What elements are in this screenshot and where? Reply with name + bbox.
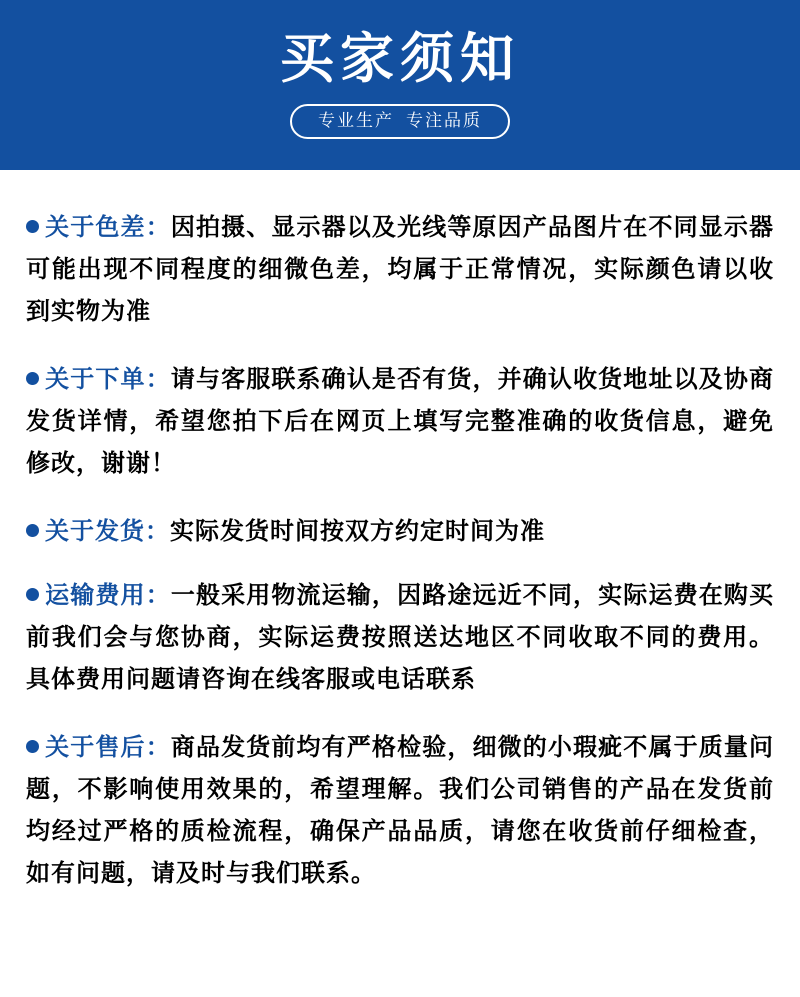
page-title: 买家须知 xyxy=(280,27,520,90)
notice-label: 运输费用： xyxy=(45,581,171,609)
badge-text-right: 专注品质 xyxy=(406,111,482,132)
filled-circle-bullet-icon xyxy=(26,524,39,537)
notice-list xyxy=(0,170,800,894)
notice-label: 关于发货： xyxy=(45,517,170,545)
notice-label: 关于售后： xyxy=(45,733,171,761)
notice-text: 一般采用物流运输，因路途远近不同，实际运费在购买前我们会与您协商，实际运费按照送达地区不同收取不同的费用。具体费用问题请咨询在线客服或电话联系 xyxy=(26,581,774,693)
badge-text-left: 专业生产 xyxy=(318,111,394,132)
header-banner xyxy=(0,0,800,170)
filled-circle-bullet-icon xyxy=(26,740,39,753)
filled-circle-bullet-icon xyxy=(26,372,39,385)
header-badge-wrapper xyxy=(290,104,510,139)
notice-item-freight xyxy=(26,574,774,700)
notice-text: 商品发货前均有严格检验，细微的小瑕疵不属于质量问题，不影响使用效果的，希望理解。我们公司销售的产品在发货前均经过严格的质检流程，确保产品品质，请您在收货前仔细检查，如有问题，请及时与我们联系。 xyxy=(26,733,774,887)
filled-circle-bullet-icon xyxy=(26,588,39,601)
notice-item-shipping-time xyxy=(26,510,774,552)
notice-label: 关于下单： xyxy=(45,365,171,393)
notice-item-color-difference xyxy=(26,206,774,332)
notice-text: 请与客服联系确认是否有货，并确认收货地址以及协商发货详情，希望您拍下后在网页上填写完整准确的收货信息，避免修改，谢谢！ xyxy=(26,365,774,477)
header-badge xyxy=(290,104,510,139)
notice-paragraph xyxy=(26,574,774,700)
notice-paragraph xyxy=(26,510,774,552)
notice-label: 关于色差： xyxy=(45,213,171,241)
notice-paragraph xyxy=(26,726,774,894)
notice-text: 实际发货时间按双方约定时间为准 xyxy=(170,517,545,545)
notice-text: 因拍摄、显示器以及光线等原因产品图片在不同显示器可能出现不同程度的细微色差，均属于正常情况，实际颜色请以收到实物为准 xyxy=(26,213,774,325)
notice-item-after-sales xyxy=(26,726,774,894)
notice-paragraph xyxy=(26,206,774,332)
notice-item-ordering xyxy=(26,358,774,484)
notice-paragraph xyxy=(26,358,774,484)
filled-circle-bullet-icon xyxy=(26,220,39,233)
